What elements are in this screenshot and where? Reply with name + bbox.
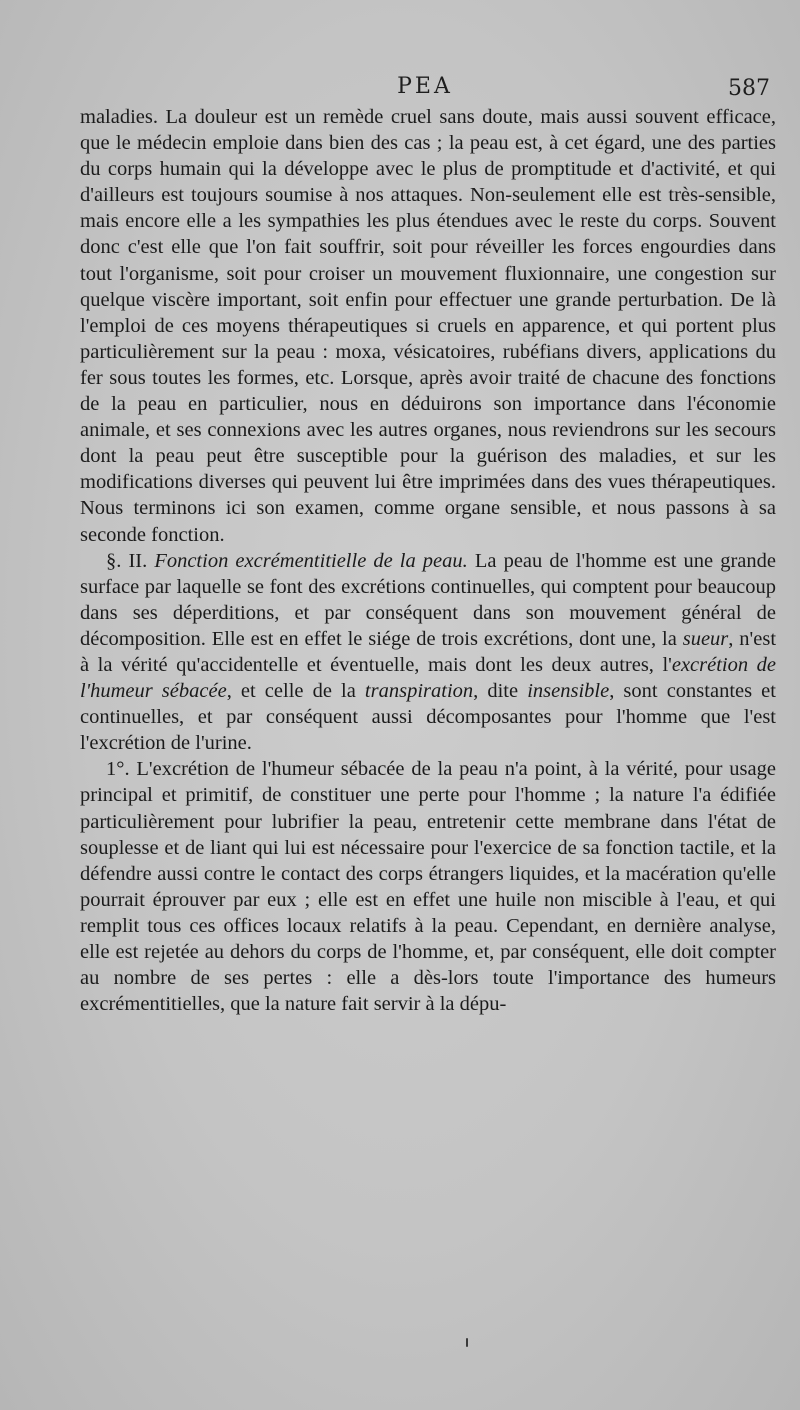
italic-text: Fonction excrémentitielle de la peau. xyxy=(154,549,468,572)
text-run: , et celle de la xyxy=(226,680,365,703)
italic-text: insensible xyxy=(527,680,610,703)
text-run: , sont constantes et continuelles, et par conséquent aussi décomposantes pour l'homme que l'est l'excrétion de l'urine. xyxy=(80,680,776,755)
italic-text: transpiration xyxy=(364,680,474,703)
ink-speck xyxy=(466,1338,468,1347)
text-run: maladies. La douleur est un remède cruel sans doute, mais aussi souvent efficace, que le médecin emploie dans bien des cas ; la peau est, à cet égard, une des parties du corps humain qui la développe avec le plus de promptitude et d'activité, et qui d'ailleurs est toujours soumise à nos attaques. Non-seulement elle est très-sensible, mais encore elle a les sympathies les plus étendues avec le reste du corps. Souvent donc c'est elle que l'on fait souffrir, soit pour réveiller les forces engourdies dans tout l'organisme, soit pour croiser un mouvement fluxionnaire, une congestion sur quelque viscère important, soit enfin pour effectuer une grande perturbation. De là l'emploi de ces moyens thérapeutiques si cruels en apparence, et qui portent plus particulièrement sur la peau : moxa, vésicatoires, rubéfians divers, applications du fer sous toutes les formes, etc. Lorsque, après avoir traité de chacune des fonctions de la peau en particulier, nous en déduirons son importance dans l'économie animale, et ses connexions avec les autres organes, nous reviendrons sur les secours dont la peau peut être susceptible pour la guérison des maladies, et sur les modifications diverses qui peuvent lui être imprimées dans des vues thérapeutiques. Nous terminons ici son examen, comme organe sensible, et nous passons à sa seconde fonction. xyxy=(80,106,776,546)
running-head xyxy=(80,72,770,106)
text-run: 1°. L'excrétion de l'humeur sébacée de la peau n'a point, à la vérité, pour usage principal et primitif, de constituer une perte pour l'homme ; la nature l'a édifiée particulièrement pour lubrifier la peau, entretenir cette membrane dans l'état de souplesse et de liant qui lui est nécessaire pour l'exercice de sa fonction tactile, et la défendre aussi contre le contact des corps étrangers liquides, et la macération qu'elle pourrait éprouver par eux ; elle est en effet une huile non miscible à l'eau, et qui remplit tous ces offices locaux relatifs à la peau. Cependant, en dernière analyse, elle est rejetée au dehors du corps de l'homme, et, par conséquent, elle doit compter au nombre de ses pertes : elle a dès-lors toute l'importance des humeurs excrémentitielles, que la nature fait servir à la dépu- xyxy=(80,758,776,1016)
text-run: , dite xyxy=(473,680,528,703)
text-run: §. II. xyxy=(106,549,155,572)
italic-text: sueur xyxy=(682,627,729,650)
paragraph xyxy=(80,104,776,548)
italic-text: excrétion de l'humeur sébacée xyxy=(80,653,776,703)
running-title: PEA xyxy=(397,74,453,99)
page-number: 587 xyxy=(728,76,770,101)
text-run: , n'est à la vérité qu'accidentelle et éventuelle, mais dont les deux autres, l' xyxy=(80,627,777,676)
paragraph xyxy=(80,756,776,1017)
paragraph xyxy=(80,548,776,757)
text-run: La peau de l'homme est une grande surface par laquelle se font des excrétions continuelles, qui comptent pour beaucoup dans ses déperditions, et par conséquent dans son mouvement général de décomposition. Elle est en effet le siége de trois excrétions, dont une, la xyxy=(80,549,777,650)
body-text xyxy=(80,104,776,1017)
